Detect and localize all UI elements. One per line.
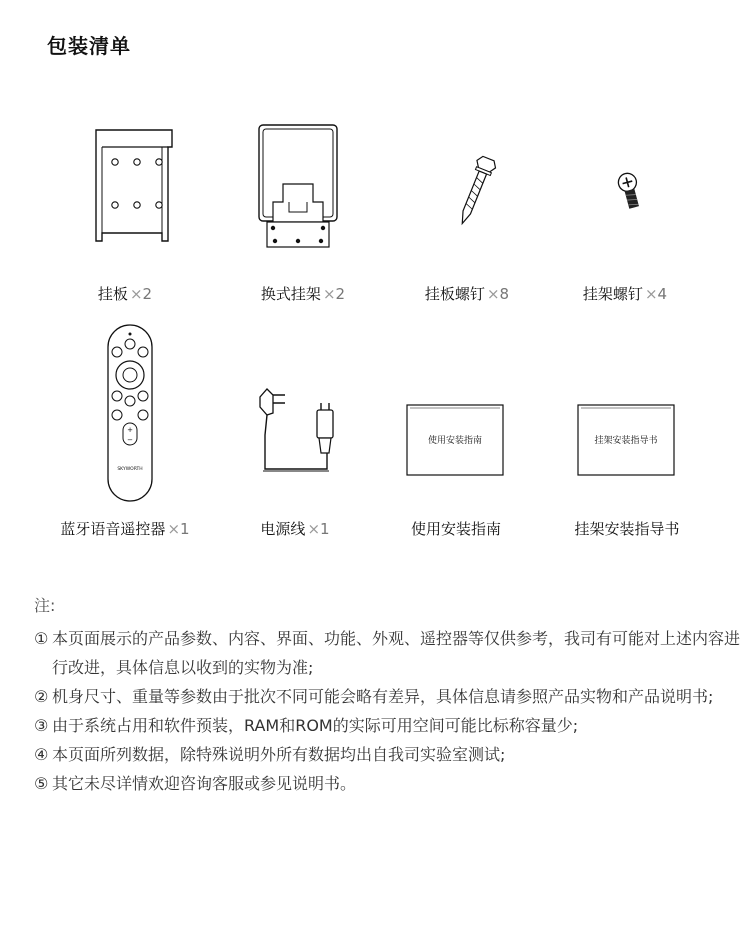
note-item: ② 机身尺寸、重量等参数由于批次不同可能会略有差异，具体信息请参照产品实物和产品说明书; <box>34 687 714 706</box>
manual-cover-text: 使用安装指南 <box>427 436 483 446</box>
remote-illustration <box>100 322 160 504</box>
note-item: ① 本页面展示的产品参数、内容、界面、功能、外观、遥控器等仅供参考，我司有可能对上述内容进行改进，具体信息以收到的实物为准; <box>34 629 741 677</box>
manual-illustration <box>405 403 505 477</box>
note-item: ③ 由于系统占用和软件预装，RAM和ROM的实际可用空间可能比标称容量少; <box>34 716 579 735</box>
bracket-illustration <box>253 122 343 252</box>
svg-text:−: − <box>127 436 133 444</box>
svg-text:+: + <box>127 426 133 434</box>
note-item: ④ 本页面所列数据，除特殊说明外所有数据均出自我司实验室测试; <box>34 745 506 764</box>
plate-screw-illustration <box>445 152 505 232</box>
notes-heading: 注: <box>34 596 56 615</box>
wall-plate-illustration <box>90 125 180 245</box>
item-label-plate-screw: 挂板螺钉 ×8 <box>424 285 510 303</box>
notes-section <box>34 591 740 798</box>
bracket-guide-illustration <box>576 403 676 477</box>
item-label-wall-plate: 挂板 ×2 <box>97 285 153 303</box>
guide-cover-text: 挂架安装指导书 <box>594 436 658 446</box>
item-label-remote: 蓝牙语音遥控器 ×1 <box>60 520 190 538</box>
item-label-manual: 使用安装指南 <box>410 520 501 538</box>
item-label-bracket-screw: 挂架螺钉 ×4 <box>582 285 668 303</box>
bracket-screw-illustration <box>610 170 650 215</box>
note-item: ⑤ 其它未尽详情欢迎咨询客服或参见说明书。 <box>34 774 357 793</box>
remote-brand: SKYWORTH <box>117 467 143 472</box>
power-cord-illustration <box>255 375 345 475</box>
item-label-bracket: 换式挂架 ×2 <box>260 285 346 303</box>
item-label-power-cord: 电源线 ×1 <box>260 520 330 538</box>
item-label-bracket-guide: 挂架安装指导书 <box>574 520 680 538</box>
page-title: 包装清单 <box>47 34 131 58</box>
